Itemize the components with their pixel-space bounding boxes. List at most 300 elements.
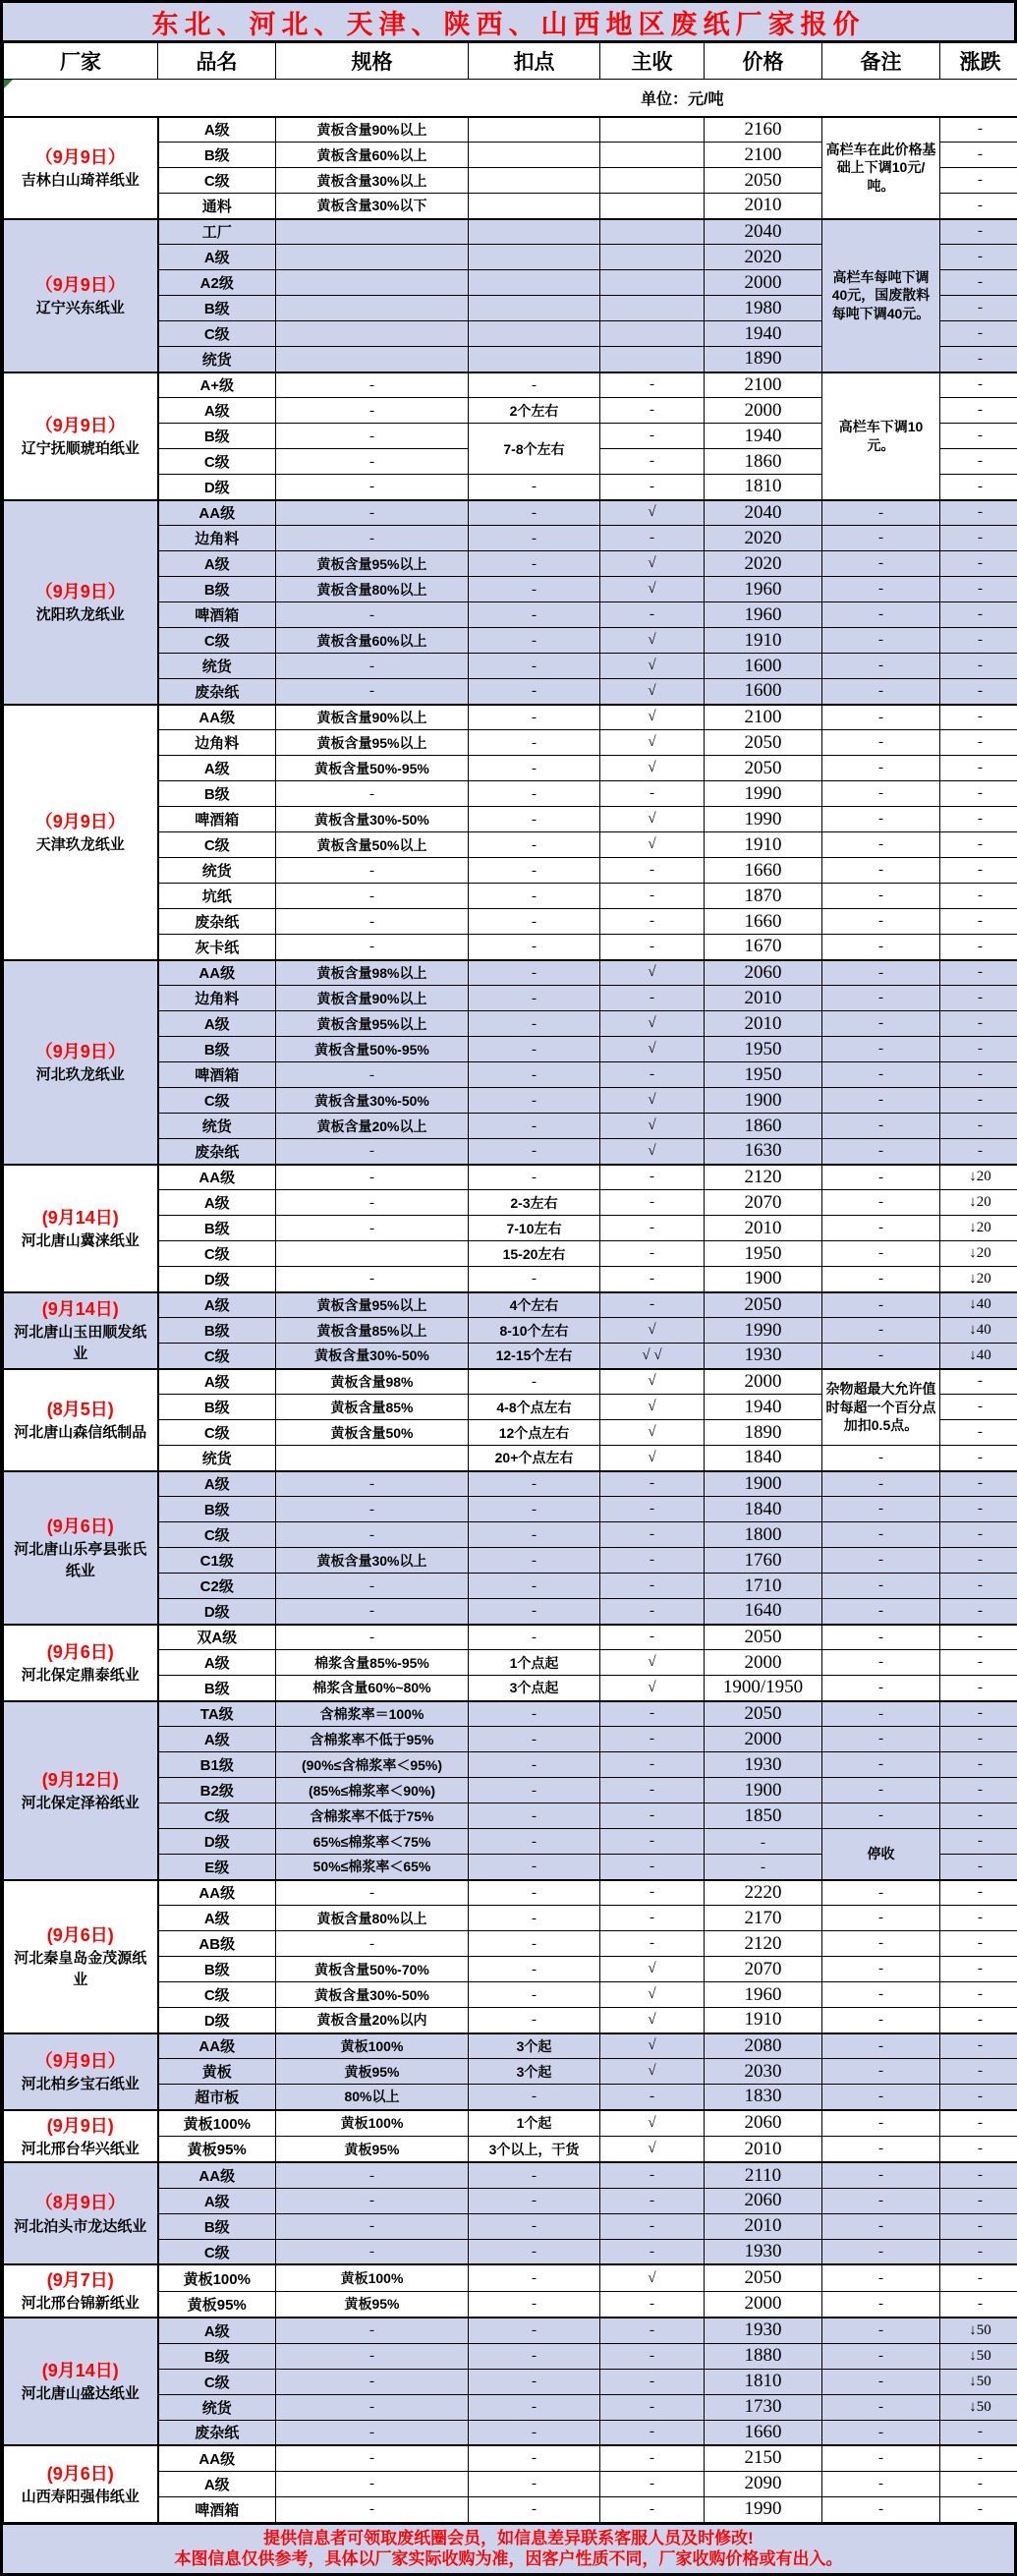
main-collect-cell — [600, 1906, 705, 1931]
factory-cell — [4, 1471, 158, 1625]
empty-dash: - — [532, 2348, 537, 2364]
deduction-cell — [469, 909, 600, 935]
empty-dash: - — [369, 607, 374, 623]
spec-cell: 黄板含量60%以上 — [276, 628, 469, 654]
deduction-cell — [469, 1778, 600, 1803]
price-cell: 2000 — [705, 1727, 822, 1752]
price-change-cell — [940, 2291, 1017, 2318]
factory-cell — [4, 1880, 158, 2033]
price-change-cell — [940, 1497, 1017, 1522]
price-change-cell — [940, 1906, 1017, 1931]
main-collect-cell — [600, 781, 705, 807]
empty-dash: - — [978, 581, 983, 597]
main-collect-cell — [600, 2394, 705, 2420]
price-cell: 1810 — [705, 475, 822, 500]
empty-dash: - — [650, 1705, 654, 1721]
note-cell — [822, 884, 940, 909]
main-collect-cell: √ — [600, 1982, 705, 2008]
empty-dash: - — [978, 811, 983, 827]
price-cell: 1910 — [705, 2008, 822, 2033]
empty-dash: - — [978, 862, 983, 878]
price-change-cell — [940, 270, 1017, 296]
note-cell — [822, 1139, 940, 1165]
deduction-cell — [469, 1906, 600, 1931]
spec-cell: 黄板100% — [276, 2033, 469, 2059]
price-cell: 2120 — [705, 1165, 822, 1190]
product-grade-cell: C级 — [158, 2369, 276, 2394]
empty-dash: - — [650, 2424, 654, 2439]
empty-dash: - — [978, 913, 983, 929]
empty-dash: - — [878, 990, 883, 1005]
product-grade-cell: B级 — [158, 781, 276, 807]
price-cell: 2070 — [705, 1190, 822, 1216]
empty-dash: - — [369, 2322, 374, 2338]
empty-dash: - — [878, 1450, 883, 1465]
price-change-cell — [940, 1957, 1017, 1982]
main-collect-cell: √ — [600, 500, 705, 526]
deduction-cell — [469, 1037, 600, 1062]
empty-dash: - — [369, 2193, 374, 2208]
empty-dash: - — [878, 811, 883, 827]
price-change-cell — [940, 858, 1017, 884]
empty-dash: - — [532, 1859, 537, 1874]
quote-date: (9月14日) — [7, 1205, 154, 1231]
product-grade-cell: B级 — [158, 1497, 276, 1522]
empty-dash: - — [650, 1501, 654, 1517]
quote-date: （9月9日） — [7, 1039, 154, 1064]
column-header-price: 价格 — [705, 43, 822, 80]
spec-cell — [276, 2318, 469, 2343]
product-grade-cell: C级 — [158, 2239, 276, 2264]
empty-dash: - — [650, 2322, 654, 2338]
price-change-cell — [940, 807, 1017, 832]
price-change-cell — [940, 679, 1017, 705]
empty-dash: - — [650, 2476, 654, 2491]
empty-dash: - — [650, 913, 654, 929]
note-cell — [822, 781, 940, 807]
price-change-cell — [940, 577, 1017, 602]
main-collect-cell: √ — [600, 832, 705, 858]
price-change-cell — [940, 960, 1017, 986]
price-change-cell — [940, 2496, 1017, 2522]
empty-dash: - — [978, 1015, 983, 1031]
deduction-cell — [469, 551, 600, 577]
price-cell: 1900 — [705, 1471, 822, 1497]
main-collect-cell — [600, 1752, 705, 1778]
empty-dash: - — [650, 1271, 654, 1287]
spec-cell — [276, 1062, 469, 1088]
product-grade-cell: 超市板 — [158, 2085, 276, 2110]
main-collect-cell — [600, 1497, 705, 1522]
empty-dash: - — [532, 1834, 537, 1850]
spec-cell — [276, 219, 469, 245]
deduction-cell — [469, 1062, 600, 1088]
quote-date: （9月9日） — [7, 809, 154, 834]
empty-dash: - — [878, 2038, 883, 2054]
main-collect-cell — [600, 935, 705, 960]
deduction-cell — [469, 986, 600, 1011]
deduction-cell — [469, 2264, 600, 2291]
price-cell: 2150 — [705, 2445, 822, 2471]
note-cell — [822, 2264, 940, 2291]
price-change-cell — [940, 986, 1017, 1011]
deduction-cell — [469, 2394, 600, 2420]
product-grade-cell: 统货 — [158, 1114, 276, 1139]
empty-dash: - — [650, 939, 654, 954]
price-change-cell — [940, 2213, 1017, 2239]
main-collect-cell: √ — [600, 2059, 705, 2085]
empty-dash: - — [532, 786, 537, 802]
quote-date: (9月14日) — [7, 2358, 154, 2383]
empty-dash: - — [532, 1170, 537, 1185]
spec-cell — [276, 909, 469, 935]
price-cell: 1800 — [705, 1522, 822, 1548]
empty-dash: - — [878, 887, 883, 903]
empty-dash: - — [650, 1935, 654, 1951]
product-grade-cell: 黄板95% — [158, 2136, 276, 2162]
main-collect-cell — [600, 1803, 705, 1829]
empty-dash: - — [532, 2450, 537, 2466]
factory-cell — [4, 1292, 158, 1369]
spec-cell — [276, 1165, 469, 1190]
empty-dash: - — [369, 2218, 374, 2234]
deduction-cell — [469, 2369, 600, 2394]
note-cell: 高栏车下调10元。 — [822, 372, 940, 500]
factory-cell — [4, 2033, 158, 2110]
empty-dash: - — [978, 2012, 983, 2028]
note-cell — [822, 1088, 940, 1114]
empty-dash: - — [978, 1373, 983, 1389]
price-cell: 1950 — [705, 1062, 822, 1088]
price-change-cell — [940, 500, 1017, 526]
price-cell: 1600 — [705, 654, 822, 679]
factory-name: 沈阳玖龙纸业 — [7, 604, 154, 626]
product-grade-cell: 黄板95% — [158, 2291, 276, 2318]
price-change-cell — [940, 2136, 1017, 2162]
empty-dash: - — [532, 1093, 537, 1109]
price-change-cell — [940, 1395, 1017, 1420]
main-collect-cell: √ — [600, 1088, 705, 1114]
quote-date: （9月9日） — [7, 579, 154, 604]
deduction-cell: 4个左右 — [469, 1292, 600, 1318]
main-collect-cell: √ — [600, 1957, 705, 1982]
factory-name: 河北唐山森信纸制品 — [7, 1422, 154, 1444]
empty-dash: - — [650, 1577, 654, 1593]
empty-dash: - — [978, 2450, 983, 2466]
main-collect-cell — [600, 2445, 705, 2471]
table-row — [4, 219, 1017, 245]
product-grade-cell: 废杂纸 — [158, 2420, 276, 2445]
note-cell — [822, 1497, 940, 1522]
price-change-cell — [940, 705, 1017, 730]
main-collect-cell — [600, 1216, 705, 1241]
note-cell — [822, 2318, 940, 2343]
note-cell — [822, 2008, 940, 2033]
price-cell: 2220 — [705, 1880, 822, 1906]
price-change-cell — [940, 756, 1017, 781]
empty-dash: - — [532, 1911, 537, 1926]
price-cell: 2110 — [705, 2162, 822, 2188]
product-grade-cell: 通料 — [158, 194, 276, 219]
empty-dash: - — [978, 1117, 983, 1133]
deduction-cell — [469, 270, 600, 296]
spec-cell — [276, 372, 469, 398]
column-header-deduction: 扣点 — [469, 43, 600, 80]
product-grade-cell: 统货 — [158, 1446, 276, 1471]
price-change-cell — [940, 168, 1017, 194]
deduction-cell — [469, 1011, 600, 1037]
price-cell: 1600 — [705, 679, 822, 705]
empty-dash: - — [532, 1374, 537, 1390]
empty-dash: - — [978, 1756, 983, 1772]
product-grade-cell: 黄板100% — [158, 2264, 276, 2291]
empty-dash: - — [369, 1476, 374, 1492]
product-grade-cell: 统货 — [158, 2394, 276, 2420]
spec-cell: 50%≤棉浆率＜65% — [276, 1855, 469, 1880]
price-change-cell — [940, 551, 1017, 577]
price-change-cell — [940, 2471, 1017, 2496]
note-cell — [822, 526, 940, 551]
main-collect-cell — [600, 1855, 705, 1880]
empty-dash: - — [978, 2424, 983, 2439]
note-cell — [822, 1676, 940, 1701]
note-cell — [822, 1982, 940, 2008]
factory-name: 河北邢台锦新纸业 — [7, 2293, 154, 2315]
price-change-cell — [940, 781, 1017, 807]
empty-dash: - — [978, 785, 983, 801]
table-row — [4, 1880, 1017, 1906]
price-cell: 1830 — [705, 2085, 822, 2110]
main-collect-cell: √ — [600, 1446, 705, 1471]
empty-dash: - — [878, 632, 883, 648]
product-grade-cell: A级 — [158, 551, 276, 577]
empty-dash: - — [878, 2296, 883, 2312]
empty-dash: - — [878, 2322, 883, 2338]
note-cell — [822, 2136, 940, 2162]
deduction-cell — [469, 1471, 600, 1497]
note-cell — [822, 2343, 940, 2369]
empty-dash: - — [532, 1578, 537, 1594]
price-change-cell — [940, 1574, 1017, 1599]
empty-dash: - — [532, 2476, 537, 2491]
price-cell: 2100 — [705, 143, 822, 168]
note-cell — [822, 2291, 940, 2318]
price-table — [3, 42, 1017, 2523]
table-row — [4, 1625, 1017, 1650]
empty-dash: - — [978, 1629, 983, 1644]
empty-dash: - — [978, 1884, 983, 1900]
empty-dash: - — [650, 1526, 654, 1542]
price-cell: 2050 — [705, 1701, 822, 1727]
factory-name: 河北柏乡宝石纸业 — [7, 2074, 154, 2095]
product-grade-cell: AA级 — [158, 2445, 276, 2471]
deduction-cell — [469, 705, 600, 730]
factory-name: 天津玖龙纸业 — [7, 834, 154, 856]
main-collect-cell — [600, 2318, 705, 2343]
deduction-cell — [469, 2291, 600, 2318]
spec-cell — [276, 1625, 469, 1650]
product-grade-cell: TA级 — [158, 1701, 276, 1727]
price-change-cell — [940, 1062, 1017, 1088]
price-change-cell — [940, 1701, 1017, 1727]
empty-dash: - — [878, 1322, 883, 1338]
price-change-cell — [940, 1114, 1017, 1139]
spec-cell: 黄板含量50%以上 — [276, 832, 469, 858]
spec-cell: 黄板95% — [276, 2291, 469, 2318]
table-row — [4, 1701, 1017, 1727]
empty-dash: - — [978, 990, 983, 1005]
product-grade-cell: B级 — [158, 296, 276, 321]
empty-dash: - — [369, 863, 374, 879]
price-cell: 1990 — [705, 781, 822, 807]
empty-dash: - — [532, 2399, 537, 2415]
product-grade-cell: AA级 — [158, 1880, 276, 1906]
price-change-cell — [940, 2008, 1017, 2033]
product-grade-cell: B级 — [158, 2213, 276, 2239]
deduction-cell: 15-20左右 — [469, 1241, 600, 1267]
price-cell: 1930 — [705, 1344, 822, 1369]
price-change-cell — [940, 245, 1017, 270]
quote-date: （9月9日） — [7, 144, 154, 170]
empty-dash: - — [369, 1885, 374, 1901]
main-collect-cell: √ — [600, 551, 705, 577]
main-collect-cell — [600, 1190, 705, 1216]
main-collect-cell: √ — [600, 654, 705, 679]
price-cell: 2000 — [705, 398, 822, 424]
empty-dash: - — [532, 2089, 537, 2104]
quote-date: (9月6日) — [7, 2461, 154, 2487]
empty-dash: - — [650, 2296, 654, 2312]
spec-cell: 黄板含量30%-50% — [276, 1344, 469, 1369]
product-grade-cell: 灰卡纸 — [158, 935, 276, 960]
quote-date: (9月6日) — [7, 1639, 154, 1665]
price-change-cell — [940, 1625, 1017, 1650]
empty-dash: - — [878, 581, 883, 597]
main-collect-cell — [600, 1625, 705, 1650]
spec-cell — [276, 1931, 469, 1957]
price-cell: 2160 — [705, 117, 822, 143]
deduction-cell — [469, 347, 600, 372]
column-header-spec: 规格 — [276, 43, 469, 80]
empty-dash: - — [978, 223, 983, 239]
empty-dash: - — [532, 2374, 537, 2389]
spec-cell: 黄板含量30%-50% — [276, 1088, 469, 1114]
price-cell: 2020 — [705, 526, 822, 551]
price-change-cell: ↓20 — [940, 1241, 1017, 1267]
table-row — [4, 2318, 1017, 2343]
column-header-product: 品名 — [158, 43, 276, 80]
empty-dash: - — [978, 709, 983, 724]
factory-name: 河北唐山玉田顺发纸业 — [7, 1322, 154, 1365]
product-grade-cell: AA级 — [158, 705, 276, 730]
spec-cell — [276, 2420, 469, 2445]
empty-dash: - — [532, 2501, 537, 2517]
note-cell — [822, 1292, 940, 1318]
product-grade-cell: 统货 — [158, 858, 276, 884]
price-cell: 2080 — [705, 2033, 822, 2059]
main-collect-cell — [600, 449, 705, 475]
empty-dash: - — [878, 1552, 883, 1568]
main-collect-cell: √ √ — [600, 1344, 705, 1369]
main-collect-cell — [600, 1165, 705, 1190]
deduction-cell — [469, 245, 600, 270]
empty-dash: - — [650, 1731, 654, 1746]
note-cell — [822, 1957, 940, 1982]
deduction-cell — [469, 1574, 600, 1599]
spec-cell: 棉浆含量85%-95% — [276, 1650, 469, 1676]
price-cell: 2010 — [705, 1011, 822, 1037]
price-cell: 2090 — [705, 2471, 822, 2496]
note-cell — [822, 1548, 940, 1574]
spec-cell: 黄板含量50%-95% — [276, 756, 469, 781]
main-collect-cell: √ — [600, 960, 705, 986]
main-collect-cell — [600, 1241, 705, 1267]
price-cell: 1890 — [705, 1420, 822, 1446]
main-collect-cell: √ — [600, 577, 705, 602]
empty-dash: - — [878, 1245, 883, 1261]
empty-dash: - — [650, 2348, 654, 2364]
price-cell: 1910 — [705, 832, 822, 858]
empty-dash: - — [650, 530, 654, 545]
empty-dash: - — [532, 1527, 537, 1543]
deduction-cell — [469, 1522, 600, 1548]
main-collect-cell — [600, 2291, 705, 2318]
product-grade-cell: B级 — [158, 424, 276, 449]
price-change-cell — [940, 909, 1017, 935]
spec-cell — [276, 1446, 469, 1471]
quote-date: (9月14日) — [7, 1296, 154, 1322]
spec-cell — [276, 2343, 469, 2369]
note-cell — [822, 1880, 940, 1906]
product-grade-cell: 啤酒箱 — [158, 2496, 276, 2522]
deduction-cell — [469, 1701, 600, 1727]
deduction-cell — [469, 2445, 600, 2471]
note-cell — [822, 2369, 940, 2394]
empty-dash: - — [532, 914, 537, 930]
empty-dash: - — [532, 2296, 537, 2312]
note-cell — [822, 1931, 940, 1957]
price-cell: 1930 — [705, 2318, 822, 2343]
empty-dash: - — [650, 1859, 654, 1874]
product-grade-cell: AA级 — [158, 1165, 276, 1190]
price-cell: 2010 — [705, 1216, 822, 1241]
empty-dash: - — [878, 1935, 883, 1951]
factory-name: 河北唐山盛达纸业 — [7, 2383, 154, 2405]
main-collect-cell: √ — [600, 1395, 705, 1420]
price-change-cell — [940, 2085, 1017, 2110]
spec-cell — [276, 1139, 469, 1165]
factory-name: 河北保定鼎泰纸业 — [7, 1665, 154, 1687]
note-cell — [822, 1752, 940, 1778]
price-change-cell — [940, 628, 1017, 654]
deduction-cell — [469, 577, 600, 602]
empty-dash: - — [532, 761, 537, 776]
price-change-cell — [940, 832, 1017, 858]
product-grade-cell: AA级 — [158, 2033, 276, 2059]
empty-dash: - — [978, 198, 983, 213]
spec-cell: 黄板95% — [276, 2136, 469, 2162]
main-collect-cell — [600, 372, 705, 398]
deduction-cell — [469, 1880, 600, 1906]
product-grade-cell: B级 — [158, 1216, 276, 1241]
empty-dash: - — [878, 939, 883, 954]
deduction-cell — [469, 1931, 600, 1957]
factory-cell — [4, 2264, 158, 2318]
factory-cell — [4, 117, 158, 219]
empty-dash: - — [978, 1399, 983, 1414]
empty-dash: - — [532, 710, 537, 725]
empty-dash: - — [978, 1833, 983, 1849]
